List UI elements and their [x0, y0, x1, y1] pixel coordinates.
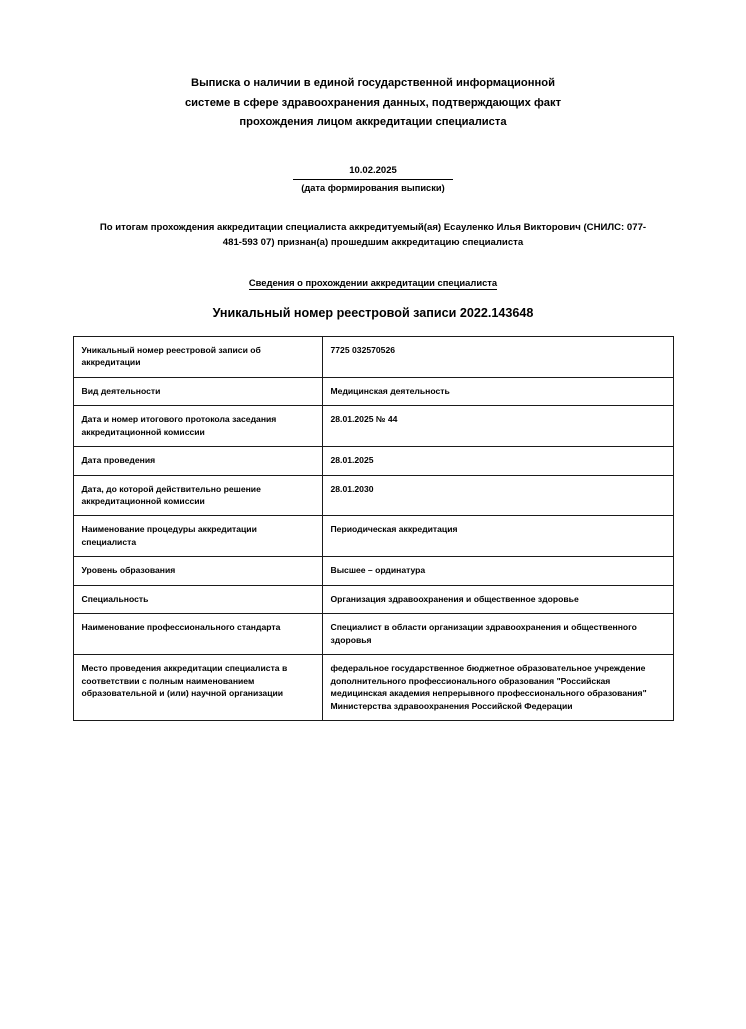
table-row [73, 557, 673, 585]
summary-paragraph: По итогам прохождения аккредитации специалиста аккредитуемый(ая) Есауленко Илья Викторович (СНИЛС: 077-481-593 07) признан(а) прошедшим аккредитацию специалиста [99, 222, 647, 248]
table-row [73, 447, 673, 475]
row-value: 28.01.2025 [322, 447, 673, 475]
table-row [73, 475, 673, 516]
row-value: 28.01.2025 № 44 [322, 406, 673, 447]
formation-date-block [293, 165, 453, 193]
row-value: Периодическая аккредитация [322, 516, 673, 557]
row-label: Уникальный номер реестровой записи об аккредитации [73, 336, 322, 377]
row-value: Организация здравоохранения и общественное здоровье [322, 585, 673, 613]
row-value: Медицинская деятельность [322, 377, 673, 405]
table-row [73, 336, 673, 377]
row-value: Специалист в области организации здравоохранения и общественного здоровья [322, 614, 673, 655]
table-row [73, 377, 673, 405]
row-value: 28.01.2030 [322, 475, 673, 516]
formation-date-value: 10.02.2025 [293, 165, 453, 180]
row-value: 7725 032570526 [322, 336, 673, 377]
row-label: Место проведения аккредитации специалиста в соответствии с полным наименованием образовательной и (или) научной организации [73, 655, 322, 721]
page-title-line-2: системе в сфере здравоохранения данных, подтверждающих факт [184, 96, 562, 109]
row-value: федеральное государственное бюджетное образовательное учреждение дополнительного профессионального образования "Российская медицинская академия непрерывного профессионального образования" Министерства здравоохранения Российской Федерации [322, 655, 673, 721]
row-label: Специальность [73, 585, 322, 613]
row-label: Наименование профессионального стандарта [73, 614, 322, 655]
table-row [73, 516, 673, 557]
record-number-title: Уникальный номер реестровой записи 2022.143648 [212, 305, 534, 320]
row-label: Уровень образования [73, 557, 322, 585]
row-label: Наименование процедуры аккредитации специалиста [73, 516, 322, 557]
row-label: Дата и номер итогового протокола заседания аккредитационной комиссии [73, 406, 322, 447]
page-title-line-1: Выписка о наличии в единой государственной информационной [191, 77, 555, 89]
section-heading-text: Сведения о прохождении аккредитации специалиста [248, 276, 498, 288]
table-row [73, 406, 673, 447]
row-value: Высшее – ординатура [322, 557, 673, 585]
row-label: Дата, до которой действительно решение аккредитационной комиссии [73, 475, 322, 516]
accreditation-info-table [73, 336, 674, 721]
page-title-line-3: прохождения лицом аккредитации специалиста [239, 116, 507, 129]
table-row [73, 655, 673, 721]
table-row [73, 585, 673, 613]
page-title [0, 0, 746, 133]
row-label: Вид деятельности [73, 377, 322, 405]
table-row [73, 614, 673, 655]
section-heading [0, 277, 746, 288]
formation-date-caption: (дата формирования выписки) [301, 183, 445, 194]
row-label: Дата проведения [73, 447, 322, 475]
